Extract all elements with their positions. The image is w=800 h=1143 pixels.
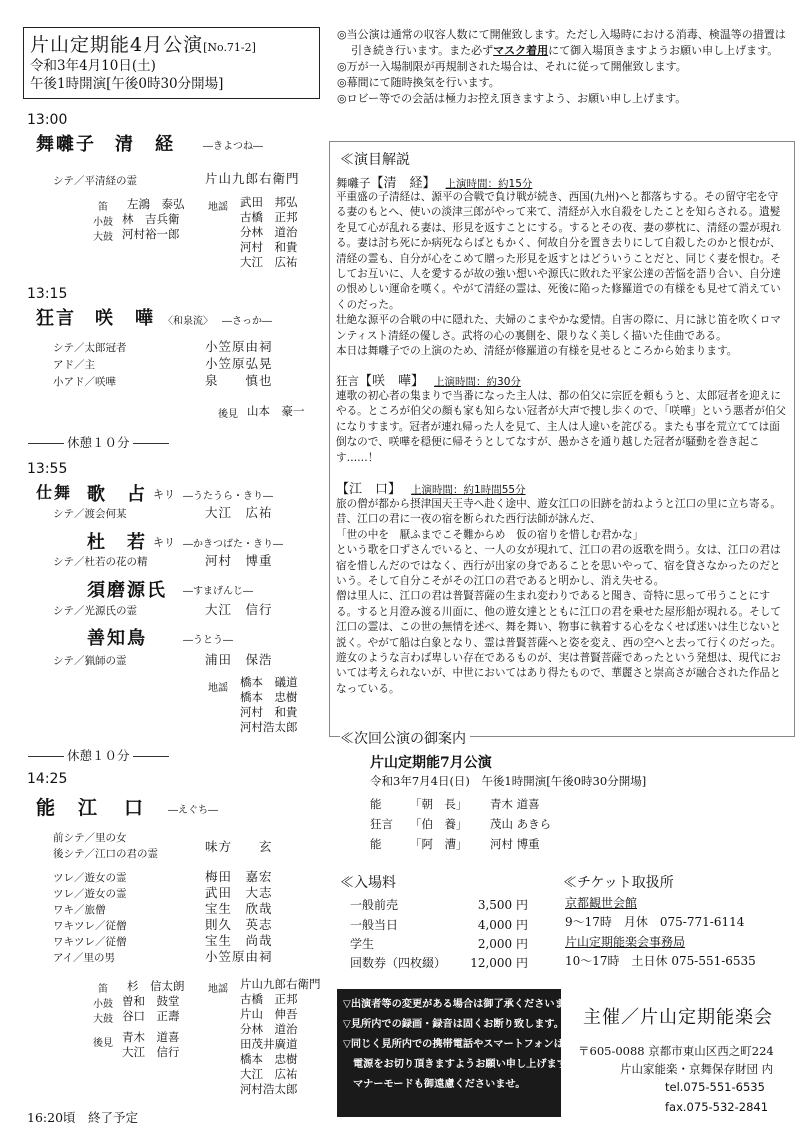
- label-koken-p4: 後見: [93, 1038, 113, 1049]
- jiutai-member: 橋本 忠樹: [240, 690, 298, 704]
- commentary-sakka-head: 狂言【咲 嘩】 上演時間：約30分: [336, 374, 521, 389]
- time-p3: 13:55: [27, 461, 68, 477]
- role-p4-0: ツレ／遊女の霊: [53, 872, 127, 884]
- price-row: 学生 2,000 円: [350, 937, 528, 951]
- notice-item: ◎幕間にて随時換気を行います。: [337, 76, 500, 89]
- next-item: 狂言 「伯 養」 茂山 あきら: [370, 817, 552, 831]
- role-p4-4: ワキツレ／従僧: [53, 936, 127, 948]
- notice-list: [337, 27, 792, 107]
- label-jiutai-p1: 地謡: [208, 202, 228, 213]
- jiutai-member: 片山 伸吾: [240, 1007, 298, 1021]
- performer-otsuzumi-p1: 河村裕一郎: [122, 227, 180, 241]
- performer-p2-2: 泉 慎也: [205, 373, 273, 388]
- jiutai-member: 分林 道治: [240, 225, 298, 239]
- performer-p4-3: 則久 英志: [205, 917, 273, 932]
- koken-member: 青木 道喜: [122, 1030, 180, 1044]
- commentary-sakka-body: 連歌の初心者の集まりで当番になった主人は、都の伯父に宗匠を頼もうと、太郎冠者を迎えにやる。ところが伯父の顔も家も知らない冠者が大声で捜し歩くので、「咲嘩」という悪者が伯父になりすます。冠者が連れ帰った人を見て、主人は人違いを詫びる。またも事を荒立てては面倒なので、咲嘩を穏便に帰そうとしてなすが、愚かさを通り越した冠者が騒動を巻き起こす……！: [336, 390, 787, 464]
- role-p4-3: ワキツレ／従僧: [53, 920, 127, 932]
- notice-item: 引き続き行います。また必ずマスク着用にて御入場頂きますようお願い申し上げます。: [351, 44, 779, 57]
- role-p4-5: アイ／里の男: [53, 952, 116, 964]
- price-row: 一般前売 3,500 円: [350, 898, 528, 912]
- commentary-kiyotsune-body: 平重盛の子清経は、源平の合戦で負け戦が続き、西国(九州)へと都落ちする。その留守宅を守る妻のもとへ、使いの淡津三郎がやって来て、清経が入水自殺をしたことを知らされる。遺髪を見て心が乱れる妻は、形見を返すことにする。するとその夜、妻の夢枕に、清経の霊が現れる。妻は討ち死にか病死ならばともかく、何故自分を置き去りにして自殺したのかと恨むが、清経の霊も、自分が心をこめて贈った形見を返すとはどういうことだと、同じく妻を恨む。そしてお互いに、人を愛するが故の強い想いや源氏に敗れた平家公達の苦悩を語り合い、自分達の恨めしい運命を嘆く。やがて清経の霊は、死後に陥った修羅道での有様をも見せて消えていくのだった。 壮絶な源平の合戦の中に隠れた、夫婦のこまやかな愛情。自害の際に、月に詠じ笛を吹くロマンティスト清経の優しさ。武将の心の裏側を、限りなく美しく描いた佳曲である。 本日は舞囃子での上演のため、清経が修羅道の有様を見せるところから始まります。: [336, 191, 781, 358]
- performer-p4-1: 武田 大志: [205, 885, 273, 900]
- performer-koken-p2: 山本 豪一: [247, 404, 305, 418]
- commentary-heading: ≪演目解説: [340, 152, 410, 168]
- break-1: 休憩１０分: [25, 433, 172, 451]
- label-otsuzumi-p1: 大鼓: [93, 232, 113, 243]
- performer-p2-1: 小笠原弘晃: [205, 356, 273, 371]
- ticket-outlet-office: 片山定期能楽会事務局: [565, 935, 686, 949]
- performer-shite-p4: 味方 玄: [205, 839, 273, 854]
- performer-kotsuzumi-p4: 曽和 鼓堂: [122, 994, 180, 1008]
- performer-p2-0: 小笠原由祠: [205, 339, 273, 354]
- organizer-label: 主催／片山定期能楽会: [583, 1007, 773, 1028]
- play-title-kakitsubata: 杜 若: [87, 532, 147, 553]
- reading-eguchi: ―えぐち―: [168, 805, 218, 816]
- label-fue-p1: 笛: [98, 202, 108, 213]
- play-title-sakka: 咲 嘩: [95, 308, 155, 329]
- jiutai-member: 河村浩太郎: [240, 720, 298, 734]
- commentary-eguchi-head: 【江 口】 上演時間：約1時間55分: [336, 482, 526, 497]
- ticket-outlet-kanze: 京都観世会館: [565, 896, 638, 910]
- role-p2-0: シテ／太郎冠者: [53, 342, 127, 354]
- end-time: 16:20頃 終了予定: [27, 1110, 139, 1125]
- play-title-sumagenji: 須磨源氏: [87, 580, 167, 601]
- performer-fue-p1: 左鴻 泰弘: [127, 197, 185, 211]
- role-kakitsubata: シテ／杜若の花の精: [53, 556, 148, 568]
- commentary-kiyotsune-head: 舞囃子【清 経】 上演時間：約15分: [336, 176, 533, 191]
- performance-date: 令和3年4月10日(土): [30, 58, 156, 74]
- play-type-shimai: 仕舞: [36, 483, 73, 502]
- manner-notice-item: 電源をお切り頂きますようお願い申し上げます。: [353, 1059, 577, 1070]
- koken-list-p4: [122, 1030, 180, 1060]
- reading-sumagenji: ―すまげんじ―: [183, 586, 253, 597]
- ticket-hours-office: 10～17時 土日休 075-551-6535: [565, 954, 756, 968]
- notice-item: ◎当公演は通常の収容人数にて開催致します。ただし入場時における消毒、検温等の措置は: [337, 28, 786, 41]
- commentary-eguchi-body: 旅の僧が都から摂津国天王寺へ赴く途中、遊女江口の旧跡を訪ねようと江口の里に立ち寄る。昔、江口の君に一夜の宿を断られた西行法師が詠んだ、 「世の中を 厭ふまでこそ難からめ 仮の宿りを惜しむ君かな」 という歌を口ずさんでいると、一人の女が現れて、江口の君の返歌を問う。女は、江口の君は宿を惜しんだのではなく、西行が出家の身であることを思いやって、宿を貸さなかったのだという。そして自分こそがその江口の君であると明かし、消え失せる。 僧は里人に、江口の君は普賢菩薩の生まれ変わりであると聞き、奇特に思って弔うことにする。すると月澄み渡る川面に、他の遊女達とともに江口の君を乗せた屋形船が現れる。そして江口の霊は、この世の無情を述べ、舞を舞い、物事に執着する心をなくせば迷いは生じないと説く。やがて船は白象となり、霊は普賢菩薩へと姿を変え、西の空へと去って行くのだった。 遊女のような言わば卑しい存在であるものが、実は普賢菩薩であったという発想は、現代においては考えられないが、中世においてはあり得たもので、華麗さと崇高さが融合された作品となっている。: [336, 498, 782, 695]
- opening-time: 午後1時開演[午後0時30分開場]: [30, 76, 224, 92]
- mask-emphasis: マスク着用: [493, 44, 549, 57]
- performer-p4-0: 梅田 嘉宏: [205, 869, 273, 884]
- jiutai-member: 田茂井廣道: [240, 1037, 298, 1051]
- organizer-foundation: 片山家能楽・京舞保存財団 内: [620, 1062, 774, 1076]
- jiutai-member: 河村 和貴: [240, 705, 298, 719]
- performer-otsuzumi-p4: 谷口 正壽: [122, 1009, 180, 1023]
- performer-utou: 浦田 保浩: [205, 652, 273, 667]
- performer-kotsuzumi-p1: 林 吉兵衛: [122, 212, 180, 226]
- label-kotsuzumi-p1: 小鼓: [93, 217, 113, 228]
- jiutai-member: 河村 和貴: [240, 240, 298, 254]
- play-title-kiyotsune: 清 経: [115, 134, 175, 155]
- time-p2: 13:15: [27, 286, 68, 302]
- play-type-maibayashi: 舞囃子: [36, 134, 96, 155]
- next-date: 令和3年7月4日(日) 午後1時開演[午後0時30分開場]: [370, 774, 647, 788]
- organizer-address: 〒605-0088 京都市東山区西之町224: [578, 1044, 774, 1058]
- jiutai-list-p1: [240, 195, 298, 270]
- performer-p4-2: 宝生 欣哉: [205, 901, 273, 916]
- jiutai-member: 片山九郎右衛門: [240, 977, 321, 991]
- play-title-utaura: 歌 占: [87, 484, 147, 505]
- next-item: 能 「朝 長」 青木 道喜: [370, 797, 540, 811]
- price-row: 回数券（四枚綴） 12,000 円: [350, 956, 528, 970]
- reading-utou: ―うとう―: [183, 635, 233, 646]
- page-title: 片山定期能4月公演: [30, 34, 204, 56]
- play-title-eguchi: 江 口: [78, 797, 148, 819]
- time-p1: 13:00: [27, 112, 68, 128]
- role-p2-1: アド／主: [53, 359, 95, 371]
- issue-number: [No.71-2]: [203, 41, 256, 54]
- jiutai-member: 大江 広祐: [240, 255, 298, 269]
- manner-notice-item: ▽見所内での録画・録音は固くお断り致します。: [343, 1019, 564, 1030]
- label-koken-p2: 後見: [218, 409, 238, 420]
- notice-item: ◎ロビー等での会話は極力お控え頂きますよう、お願い申し上げます。: [337, 92, 687, 105]
- jiutai-member: 河村浩太郎: [240, 1082, 298, 1096]
- play-type-kyogen: 狂言: [36, 308, 76, 329]
- role-p4-2: ワキ／旅僧: [53, 904, 106, 916]
- jiutai-member: 武田 邦弘: [240, 195, 298, 209]
- manner-notice-box: [337, 989, 595, 1117]
- jiutai-list-p3: [240, 675, 298, 735]
- reading-kiyotsune: ―きよつね―: [203, 141, 263, 152]
- label-jiutai-p4: 地謡: [208, 984, 228, 995]
- role-nochi-shite: 後シテ／江口の君の霊: [53, 848, 158, 860]
- title-box: [23, 27, 320, 99]
- performer-shite-p1: 片山九郎右衛門: [205, 171, 300, 186]
- performer-fue-p4: 杉 信太朗: [127, 979, 185, 993]
- role-p4-1: ツレ／遊女の霊: [53, 888, 127, 900]
- next-heading: ≪次回公演の御案内: [340, 728, 470, 748]
- price-row: 一般当日 4,000 円: [350, 918, 528, 932]
- performer-kakitsubata: 河村 博重: [205, 553, 273, 568]
- manner-notice-item: ▽同じく見所内での携帯電話やスマートフォンは、必ず: [343, 1039, 595, 1050]
- reading-kakitsubata: ―かきつばた・きり―: [183, 539, 283, 550]
- role-p2-2: 小アド／咲嘩: [53, 376, 116, 388]
- time-p4: 14:25: [27, 771, 68, 787]
- notice-item: ◎万が一入場制限が再規制された場合は、それに従って開催致します。: [337, 60, 687, 73]
- label-jiutai-p3: 地謡: [208, 683, 228, 694]
- role-utou: シテ／猟師の霊: [53, 655, 127, 667]
- role-utaura: シテ／渡会何某: [53, 508, 127, 520]
- organizer-tel: tel.075-551-6535: [665, 1080, 765, 1094]
- reading-utaura: ―うたうら・きり―: [183, 491, 273, 502]
- role-shite-p1: シテ／平清経の霊: [53, 175, 137, 187]
- break-2: 休憩１０分: [25, 746, 172, 764]
- organizer-fax: fax.075-532-2841: [665, 1100, 769, 1114]
- role-mae-shite: 前シテ／里の女: [53, 832, 127, 844]
- label-kotsuzumi-p4: 小鼓: [93, 999, 113, 1010]
- performer-utaura: 大江 広祐: [205, 505, 273, 520]
- school-izumi: 〈和泉流〉: [163, 316, 213, 327]
- next-title: 片山定期能7月公演: [370, 755, 492, 771]
- jiutai-list-p4: [240, 977, 321, 1097]
- koken-member: 大江 信行: [122, 1045, 180, 1059]
- play-title-utou: 善知鳥: [87, 628, 147, 649]
- label-fue-p4: 笛: [98, 984, 108, 995]
- next-item: 能 「阿 漕」 河村 博重: [370, 837, 540, 851]
- jiutai-member: 分林 道治: [240, 1022, 298, 1036]
- jiutai-member: 古橋 正邦: [240, 210, 298, 224]
- ticket-hours-kanze: 9～17時 月休 075-771-6114: [565, 915, 745, 929]
- manner-notice-item: ▽出演者等の変更がある場合は御了承くださいませ。: [343, 999, 585, 1010]
- role-sumagenji: シテ／光源氏の霊: [53, 605, 137, 617]
- label-otsuzumi-p4: 大鼓: [93, 1014, 113, 1025]
- performer-sumagenji: 大江 信行: [205, 602, 273, 617]
- kiri-kakitsubata: キリ: [153, 536, 175, 549]
- jiutai-member: 橋本 礒道: [240, 675, 298, 689]
- jiutai-member: 古橋 正邦: [240, 992, 298, 1006]
- reading-sakka: ―さっか―: [222, 316, 272, 327]
- kiri-utaura: キリ: [153, 488, 175, 501]
- price-heading: ≪入場料: [340, 875, 396, 891]
- performer-p4-5: 小笠原由祠: [205, 949, 273, 964]
- manner-notice-item: マナーモードも御遠慮くださいませ。: [353, 1079, 526, 1090]
- play-type-noh: 能: [36, 797, 58, 819]
- ticket-heading: ≪チケット取扱所: [563, 875, 674, 891]
- performer-p4-4: 宝生 尚哉: [205, 933, 273, 948]
- jiutai-member: 橋本 忠樹: [240, 1052, 298, 1066]
- jiutai-member: 大江 広祐: [240, 1067, 298, 1081]
